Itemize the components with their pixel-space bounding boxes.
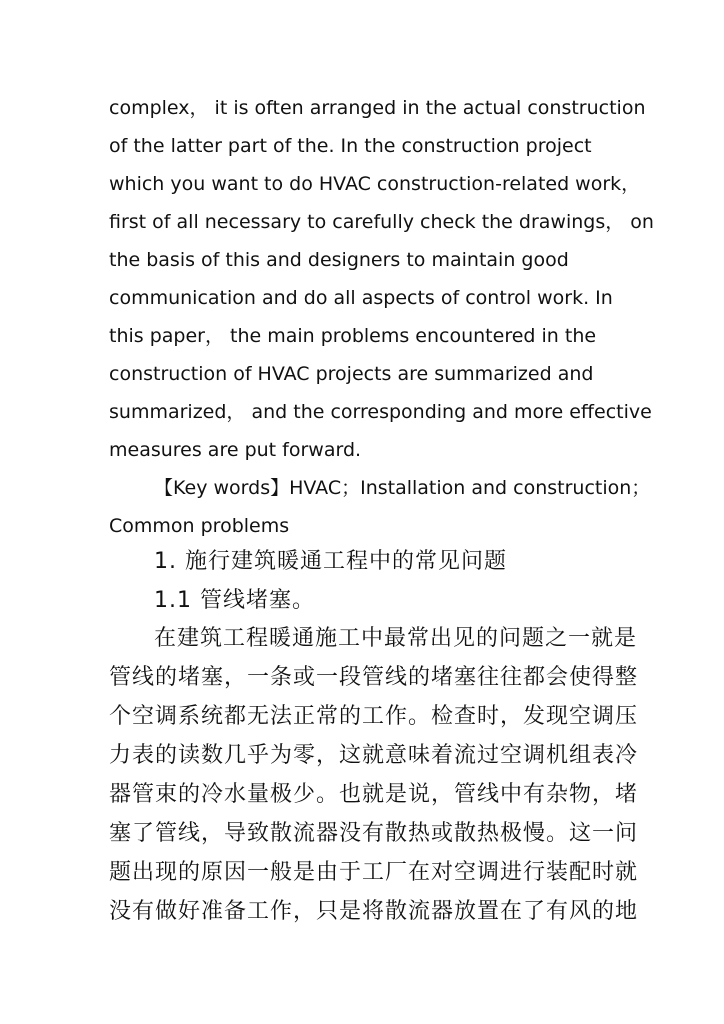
body-line: 管线的堵塞，一条或一段管线的堵塞往往都会使得整 xyxy=(109,665,639,690)
abstract-line: communication and do all aspects of control work. In xyxy=(109,287,613,309)
keywords-line: 【Key words】HVAC；Installation and construction； xyxy=(154,477,651,499)
abstract-line: first of all necessary to carefully check the drawings， on xyxy=(109,211,654,233)
abstract-line: measures are put forward. xyxy=(109,439,362,461)
abstract-line: which you want to do HVAC construction-related work， xyxy=(109,173,641,195)
body-line: 塞了管线，导致散流器没有散热或散热极慢。这一问 xyxy=(109,821,639,846)
abstract-line: construction of HVAC projects are summarized and xyxy=(109,363,594,385)
section-heading: 1. 施行建筑暖通工程中的常见问题 xyxy=(154,549,507,574)
subsection-heading: 1.1 管线堵塞。 xyxy=(154,588,315,613)
abstract-line: of the latter part of the. In the construction project xyxy=(109,135,592,157)
abstract-line: the basis of this and designers to maintain good xyxy=(109,249,569,271)
abstract-line: complex， it is often arranged in the actual construction xyxy=(109,97,646,119)
keywords-line-continued: Common problems xyxy=(109,515,290,537)
body-line: 个空调系统都无法正常的工作。检查时，发现空调压 xyxy=(109,704,639,729)
abstract-line: this paper， the main problems encountered in the xyxy=(109,325,597,347)
body-line: 力表的读数几乎为零，这就意味着流过空调机组表冷 xyxy=(109,743,639,768)
body-line: 器管束的冷水量极少。也就是说，管线中有杂物，堵 xyxy=(109,782,639,807)
body-line: 没有做好准备工作，只是将散流器放置在了有风的地 xyxy=(109,899,639,924)
abstract-line: summarized， and the corresponding and more effective xyxy=(109,401,652,423)
body-line: 在建筑工程暖通施工中最常出见的问题之一就是 xyxy=(154,626,638,651)
body-line: 题出现的原因一般是由于工厂在对空调进行装配时就 xyxy=(109,860,639,885)
